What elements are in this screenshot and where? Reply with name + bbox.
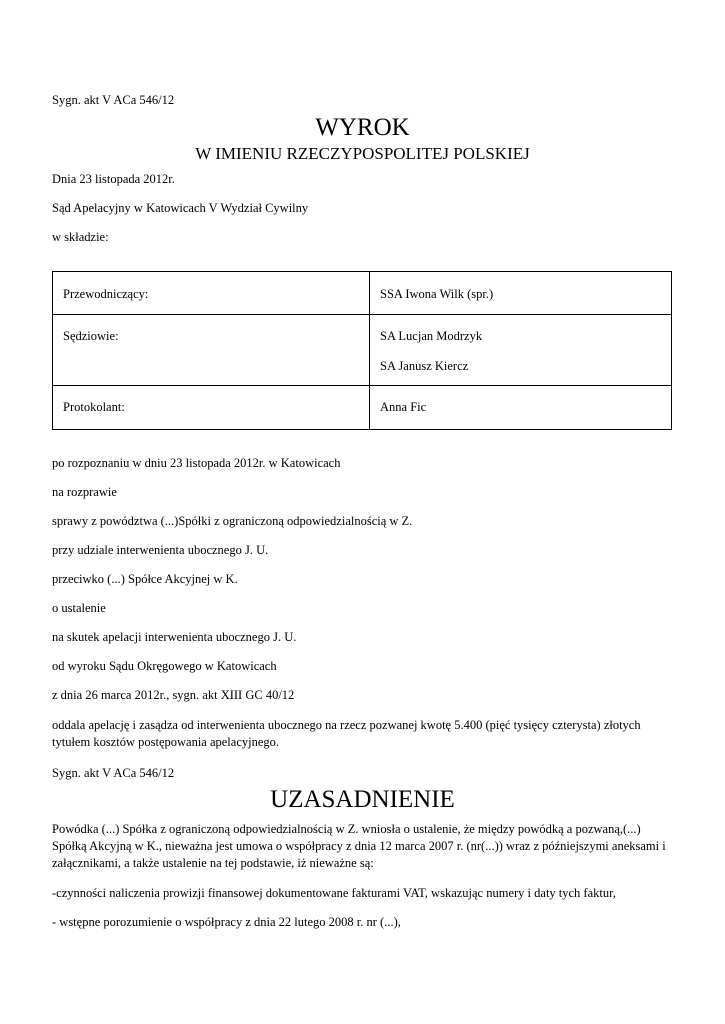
proceeding-line: z dnia 26 marca 2012r., sygn. akt XIII GC 40/12 (52, 688, 295, 702)
proceeding-line: sprawy z powództwa (...)Spółki z ograniczoną odpowiedzialnością w Z. (52, 514, 413, 528)
table-row (53, 272, 672, 315)
proceeding-line: na skutek apelacji interwenienta ubocznego J. U. (52, 630, 297, 644)
proceeding-line: o ustalenie (52, 601, 106, 615)
panel-member-name: SA Lucjan Modrzyk (380, 329, 483, 343)
panel-names-cell (370, 386, 672, 430)
case-reference: Sygn. akt V ACa 546/12 (52, 93, 175, 107)
panel-member-name: SA Janusz Kiercz (380, 359, 469, 373)
case-reference: Sygn. akt V ACa 546/12 (52, 766, 175, 780)
justification-list-item: -czynności naliczenia prowizji finansowej dokumentowane fakturami VAT, wskazując numery i daty tych faktur, (52, 886, 616, 900)
panel-role-cell (53, 315, 370, 386)
justification-paragraph: Powódka (...) Spółka z ograniczoną odpowiedzialnością w Z. wniosła o ustalenie, że między powódką a pozwaną,(...) Spółką Akcyjną w K., nieważna jest umowa o współpracy z dnia 12 marca 2007 r. (nr(...)) wraz z późniejszymi aneksami i załącznikami, a także ustalenie na tej podstawie, iż nieważne są: (52, 822, 666, 870)
panel-role-cell (53, 386, 370, 430)
ruling-text: oddala apelację i zasądza od interwenienta ubocznego na rzecz pozwanej kwotę 5.400 (pięć tysięcy czterysta) złotych tytułem kosztów postępowania apelacyjnego. (52, 718, 641, 749)
panel-names-cell (370, 272, 672, 315)
document-subtitle: W IMIENIU RZECZYPOSPOLITEJ POLSKIEJ (195, 144, 530, 163)
justification-list-item: - wstępne porozumienie o współpracy z dnia 22 lutego 2008 r. nr (...), (52, 915, 401, 929)
proceeding-line: po rozpoznaniu w dniu 23 listopada 2012r. w Katowicach (52, 456, 341, 470)
composition-label: w składzie: (52, 230, 109, 244)
panel-role-cell (53, 272, 370, 315)
panel-member-name: Anna Fic (380, 400, 427, 414)
judgment-date: Dnia 23 listopada 2012r. (52, 172, 175, 186)
panel-role-label: Sędziowie: (63, 329, 119, 343)
court-name: Sąd Apelacyjny w Katowicach V Wydział Cywilny (52, 201, 309, 215)
justification-title: UZASADNIENIE (270, 786, 455, 813)
table-row (53, 315, 672, 386)
court-panel-table (52, 271, 672, 430)
proceeding-line: przeciwko (...) Spółce Akcyjnej w K. (52, 572, 238, 586)
proceeding-line: od wyroku Sądu Okręgowego w Katowicach (52, 659, 277, 673)
proceeding-line: na rozprawie (52, 485, 117, 499)
panel-role-label: Protokolant: (63, 400, 125, 414)
document-title: WYROK (315, 114, 410, 141)
proceeding-line: przy udziale interwenienta ubocznego J. U. (52, 543, 269, 557)
panel-member-name: SSA Iwona Wilk (spr.) (380, 287, 494, 301)
table-row (53, 386, 672, 430)
panel-names-cell (370, 315, 672, 386)
panel-role-label: Przewodniczący: (63, 287, 149, 301)
